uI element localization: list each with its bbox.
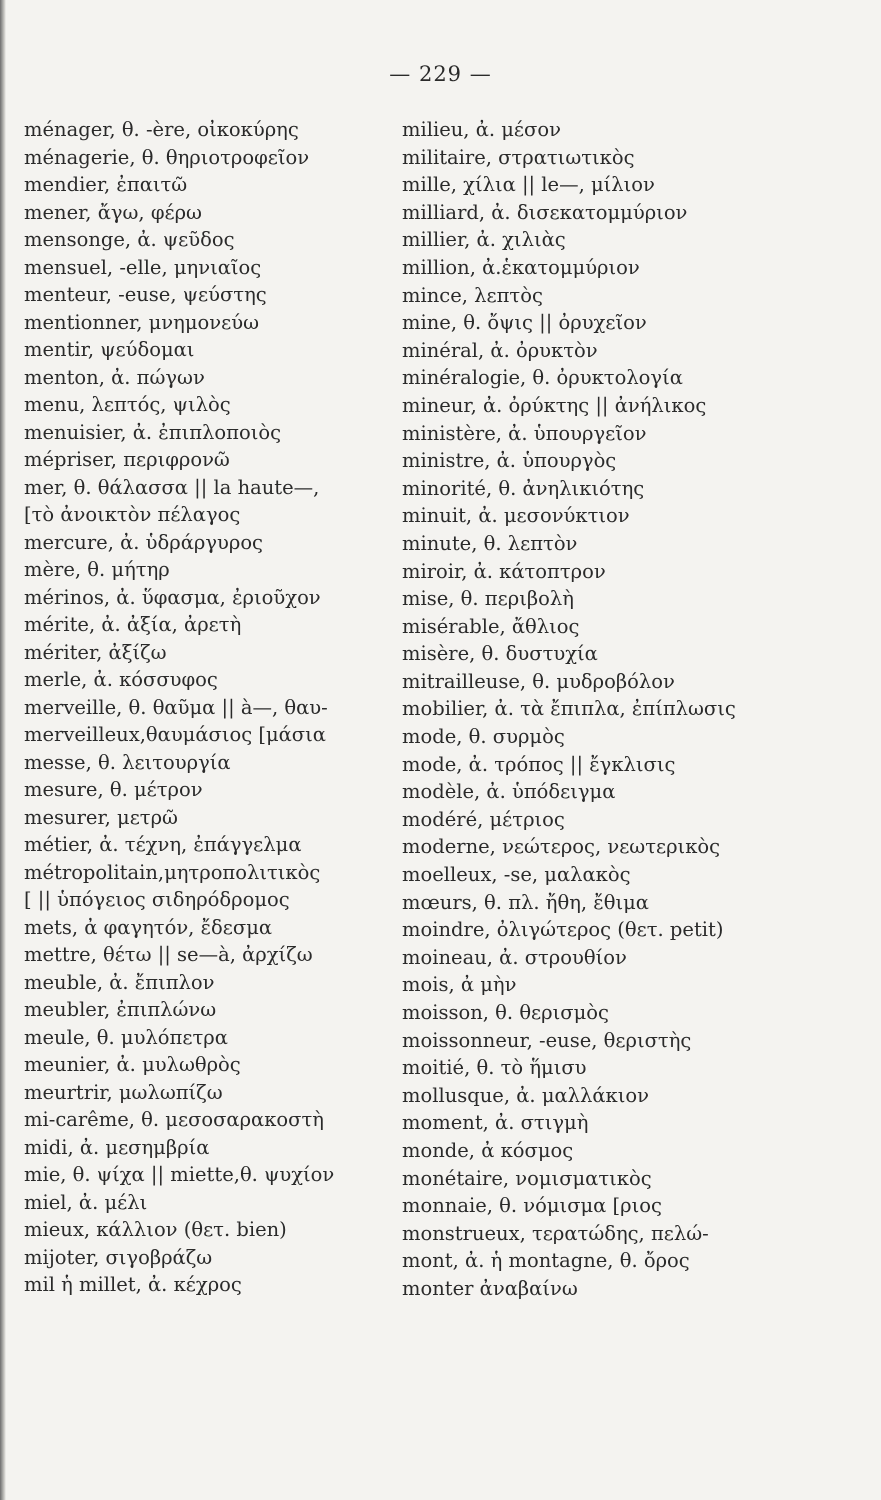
- dictionary-entry: minorité, θ. ἀνηλικιότης: [402, 476, 645, 500]
- dictionary-entry: mois, ἀ μὴν: [402, 973, 517, 997]
- dictionary-entry: milliard, ἀ. δισεκατομμύριον: [402, 200, 688, 224]
- dictionary-entry: modèle, ἀ. ὑπόδειγμα: [402, 780, 616, 804]
- dictionary-entry: modéré, μέτριος: [402, 807, 565, 831]
- dictionary-entry: mesure, θ. μέτρον: [24, 778, 203, 801]
- dictionary-entry: minuit, ἀ. μεσονύκτιον: [402, 504, 630, 528]
- dictionary-entry: mille, χίλια || le—, μίλιον: [402, 173, 655, 197]
- dictionary-entry: minute, θ. λεπτὸν: [402, 531, 578, 555]
- dictionary-entry: mœurs, θ. πλ. ἤθη, ἔθιμα: [402, 890, 649, 914]
- dictionary-entry: mensonge, ἀ. ψεῦδος: [24, 228, 235, 251]
- dictionary-entry: mil ἡ millet, ἀ. κέχρος: [24, 1273, 242, 1296]
- dictionary-entry: mesurer, μετρῶ: [24, 805, 178, 829]
- dictionary-entry: mentionner, μνημονεύω: [24, 310, 259, 334]
- dictionary-entry: moderne, νεώτερος, νεωτερικὸς: [402, 835, 721, 859]
- dictionary-entry: monstrueux, τερατώδης, πελώ-: [402, 1221, 709, 1245]
- dictionary-entry: mer, θ. θάλασσα || la haute—,: [24, 475, 320, 499]
- dictionary-entry: meunier, ἀ. μυλωθρὸς: [24, 1053, 241, 1076]
- dictionary-entry: métier, ἀ. τέχνη, ἐπάγγελμα: [24, 833, 302, 856]
- dictionary-entry: monter ἀναβαίνω: [402, 1276, 578, 1300]
- dictionary-entry: métropolitain,μητροπολιτικὸς: [24, 860, 321, 884]
- dictionary-entry: mine, θ. ὄψις || ὀρυχεῖον: [402, 311, 647, 335]
- dictionary-entry: meule, θ. μυλόπετρα: [24, 1025, 228, 1049]
- dictionary-entry: mineur, ἀ. ὀρύκτης || ἀνήλικος: [402, 393, 707, 417]
- dictionary-entry: monde, ἀ κόσμος: [402, 1138, 574, 1162]
- page-number: — 229 —: [389, 62, 492, 86]
- dictionary-entry: moelleux, -se, μαλακὸς: [402, 863, 631, 887]
- dictionary-entry: millier, ἀ. χιλιὰς: [402, 228, 566, 252]
- dictionary-entry: ménagerie, θ. θηριοτροφεῖον: [24, 145, 310, 169]
- dictionary-entry: ministère, ἀ. ὑπουργεῖον: [402, 421, 647, 445]
- dictionary-entry: moisson, θ. θερισμὸς: [402, 1001, 609, 1024]
- dictionary-entry: milieu, ἀ. μέσον: [402, 118, 561, 141]
- dictionary-entry: mentir, ψεύδομαι: [24, 338, 195, 361]
- dictionary-entry: mettre, θέτω || se—à, ἀρχίζω: [24, 943, 313, 966]
- dictionary-entry: mode, θ. συρμὸς: [402, 725, 565, 749]
- left-column: [24, 116, 396, 1299]
- dictionary-entry: [τὸ ἀνοικτὸν πέλαγος: [24, 503, 241, 526]
- dictionary-entry: mépriser, περιφρονῶ: [24, 448, 230, 471]
- dictionary-entry: menton, ἀ. πώγων: [24, 365, 205, 389]
- dictionary-entry: mie, θ. ψίχα || miette,θ. ψυχίον: [24, 1163, 335, 1186]
- dictionary-entry: moineau, ἀ. στρουθίον: [402, 945, 627, 969]
- page-binding-edge: [0, 0, 6, 1500]
- dictionary-entry: menuisier, ἀ. ἐπιπλοποιὸς: [24, 420, 282, 444]
- dictionary-entry: meubler, ἐπιπλώνω: [24, 998, 217, 1021]
- dictionary-entry: [ || ὑπόγειος σιδηρόδρομος: [24, 888, 290, 911]
- dictionary-entry: mère, θ. μήτηρ: [24, 558, 170, 581]
- dictionary-entry: mets, ἀ φαγητόν, ἔδεσμα: [24, 915, 273, 939]
- dictionary-entry: mobilier, ἀ. τὰ ἔπιπλα, ἐπίπλωσις: [402, 697, 736, 721]
- dictionary-entry: militaire, στρατιωτικὸς: [402, 145, 635, 169]
- dictionary-entry: mode, ἀ. τρόπος || ἔγκλισις: [402, 752, 676, 776]
- dictionary-entry: mériter, ἀξίζω: [24, 640, 167, 664]
- right-column: [402, 116, 864, 1303]
- dictionary-entry: monnaie, θ. νόμισμα [ριος: [402, 1194, 662, 1218]
- dictionary-entry: merveille, θ. θαῦμα || à—, θαυ-: [24, 695, 328, 719]
- dictionary-entry: messe, θ. λειτουργία: [24, 750, 231, 774]
- dictionary-entry: mont, ἀ. ἡ montagne, θ. ὄρος: [402, 1249, 690, 1273]
- dictionary-entry: mollusque, ἀ. μαλλάκιον: [402, 1083, 649, 1107]
- dictionary-entry: misère, θ. δυστυχία: [402, 642, 598, 666]
- dictionary-entry: merle, ἀ. κόσσυφος: [24, 668, 218, 691]
- dictionary-entry: moissonneur, -euse, θεριστὴς: [402, 1028, 692, 1052]
- dictionary-entry: minéral, ἀ. ὀρυκτὸν: [402, 338, 598, 362]
- dictionary-entry: ménager, θ. -ère, οἰκοκύρης: [24, 118, 299, 141]
- dictionary-entry: moitié, θ. τὸ ἥμισυ: [402, 1056, 587, 1080]
- dictionary-entry: mijoter, σιγοβράζω: [24, 1245, 213, 1269]
- dictionary-entry: monétaire, νομισματικὸς: [402, 1166, 652, 1190]
- dictionary-entry: mitrailleuse, θ. μυδροβόλον: [402, 669, 675, 693]
- dictionary-entry: mérinos, ἀ. ὕφασμα, ἐριοῦχον: [24, 585, 321, 609]
- dictionary-entry: mise, θ. περιβολὴ: [402, 587, 574, 611]
- dictionary-entry: meuble, ἀ. ἔπιπλον: [24, 970, 215, 994]
- dictionary-entry: mener, ἄγω, φέρω: [24, 200, 202, 224]
- dictionary-entry: menu, λεπτός, ψιλὸς: [24, 393, 231, 416]
- dictionary-entry: mieux, κάλλιον (θετ. bien): [24, 1218, 287, 1241]
- dictionary-entry: ministre, ἀ. ὑπουργὸς: [402, 449, 617, 473]
- dictionary-entry: miel, ἀ. μέλι: [24, 1190, 148, 1214]
- dictionary-entry: miroir, ἀ. κάτοπτρον: [402, 559, 606, 583]
- dictionary-entry: moment, ἀ. στιγμὴ: [402, 1111, 589, 1135]
- dictionary-entry: million, ἀ.ἑκατομμύριον: [402, 255, 640, 279]
- dictionary-entry: mendier, ἐπαιτῶ: [24, 173, 188, 196]
- dictionary-entry: mince, λεπτὸς: [402, 283, 543, 307]
- dictionary-entry: misérable, ἄθλιος: [402, 614, 580, 638]
- dictionary-entry: midi, ἀ. μεσημβρία: [24, 1135, 210, 1159]
- dictionary-entry: mercure, ἀ. ὑδράργυρος: [24, 530, 263, 554]
- dictionary-entry: merveilleux,θαυμάσιος [μάσια: [24, 723, 326, 746]
- dictionary-entry: moindre, ὀλιγώτερος (θετ. petit): [402, 918, 724, 942]
- dictionary-entry: menteur, -euse, ψεύστης: [24, 283, 267, 306]
- dictionary-entry: mensuel, -elle, μηνιαῖος: [24, 255, 262, 279]
- dictionary-entry: mérite, ἀ. ἀξία, ἀρετὴ: [24, 613, 242, 636]
- dictionary-entry: meurtrir, μωλωπίζω: [24, 1080, 223, 1104]
- dictionary-entry: minéralogie, θ. ὀρυκτολογία: [402, 366, 683, 390]
- dictionary-entry: mi-carême, θ. μεσοσαρακοστὴ: [24, 1108, 324, 1131]
